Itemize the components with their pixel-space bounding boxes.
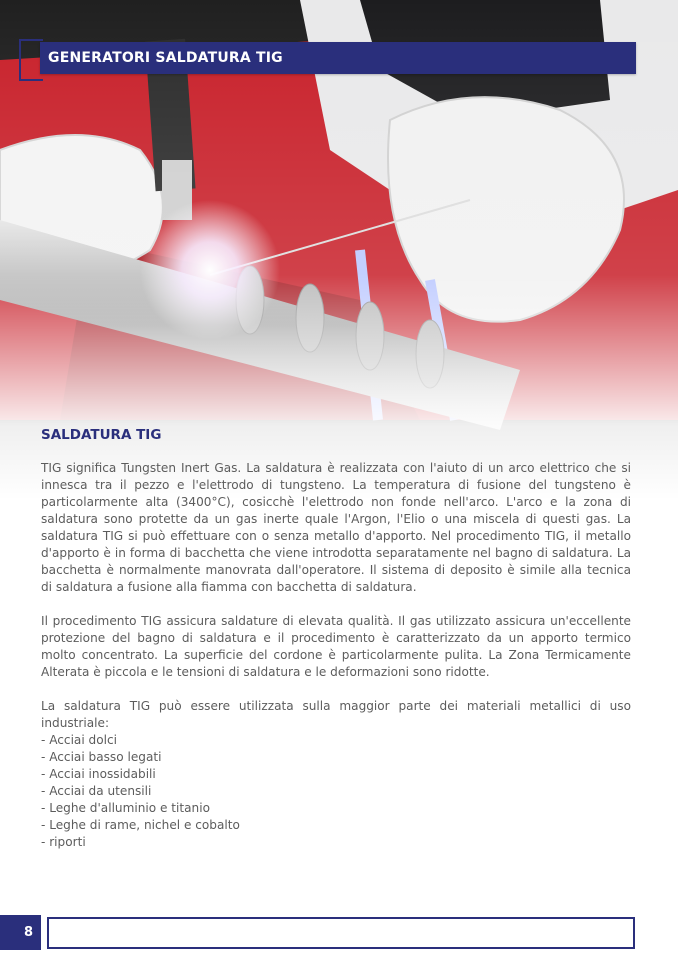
page-title: GENERATORI SALDATURA TIG [48,50,283,66]
header-bar [40,42,636,74]
paragraph-materials-intro: La saldatura TIG può essere utilizzata sulla maggior parte dei materiali metallici di uso industriale: [41,699,631,730]
list-item: - Acciai da utensili [41,784,152,798]
section-title: SALDATURA TIG [41,427,162,443]
list-item: - Acciai basso legati [41,750,162,764]
footer-frame [47,917,635,949]
body-text [41,460,631,851]
list-item: - Leghe di rame, nichel e cobalto [41,818,240,832]
list-item: - riporti [41,835,86,849]
list-item: - Acciai dolci [41,733,117,747]
list-item: - Acciai inossidabili [41,767,156,781]
materials-list [41,732,631,851]
paragraph-intro: TIG significa Tungsten Inert Gas. La saldatura è realizzata con l'aiuto di un arco elettrico che si innesca tra il pezzo e l'elettrodo di tungsteno. La temperatura di fusione del tungsteno è particolarmente alta (3400°C), cosicchè l'elettrodo non fonde nell'arco. L'arco e la zona di saldatura sono protette da un gas inerte quale l'Argon, l'Elio o una miscela di questi gas. La saldatura TIG si può effettuare con o senza metallo d'apporto. Nel procedimento TIG, il metallo d'apporto è in forma di bacchetta che viene introdotta separatamente nel bagno di saldatura. La bacchetta è normalmente manovrata dall'operatore. Il sistema di deposito è simile alla tecnica di saldatura a fusione alla fiamma con bacchetta di saldatura. [41,461,631,594]
paragraph-quality: Il procedimento TIG assicura saldature di elevata qualità. Il gas utilizzato assicura un'eccellente protezione del bagno di saldatura e il procedimento è caratterizzato da un apporto termico molto concentrato. La superficie del cordone è particolarmente pulita. La Zona Termicamente Alterata è piccola e le tensioni di saldatura e le deformazioni sono ridotte. [41,614,631,679]
page-number: 8 [0,915,41,950]
list-item: - Leghe d'alluminio e titanio [41,801,210,815]
header-corner-bracket [19,39,43,81]
